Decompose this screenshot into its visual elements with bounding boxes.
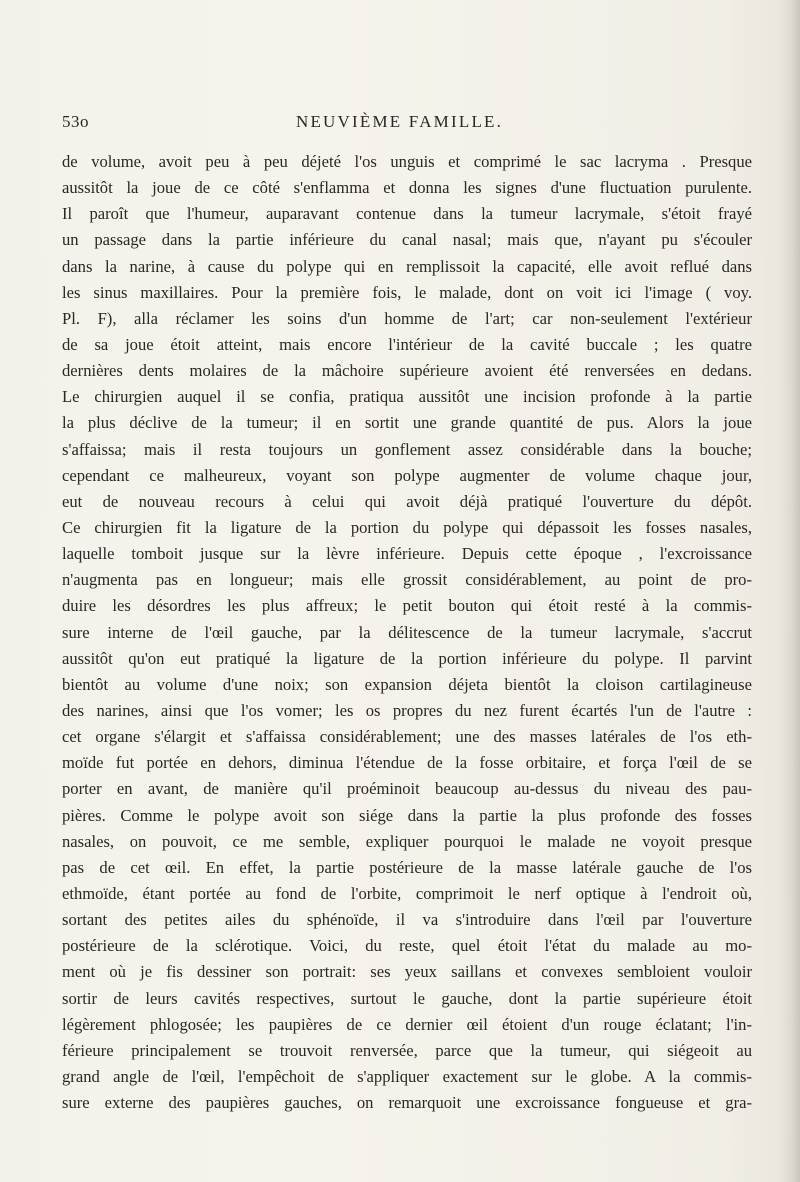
text-line: pas de cet œil. En effet, la partie postérieure de la masse latérale gauche de l'os [62, 857, 752, 877]
text-line: pières. Comme le polype avoit son siége dans la partie la plus profonde des fosses [62, 805, 752, 825]
text-line: moïde fut portée en dehors, diminua l'étendue de la fosse orbitaire, et força l'œil de se [62, 753, 752, 773]
text-line: postérieure de la sclérotique. Voici, du reste, quel étoit l'état du malade au mo- [62, 936, 752, 956]
text-line: de volume, avoit peu à peu déjeté l'os unguis et comprimé le sac lacryma . Presque [62, 152, 752, 171]
text-line: porter en avant, de manière qu'il proéminoit beaucoup au-dessus du niveau des pau- [62, 779, 752, 799]
text-line: férieure principalement se trouvoit renversée, parce que la tumeur, qui siégeoit au [62, 1040, 752, 1060]
page-header [62, 112, 752, 136]
running-head: NEUVIÈME FAMILLE. [296, 112, 504, 131]
text-line: grand angle de l'œil, l'empêchoit de s'appliquer exactement sur le globe. A la commis- [62, 1066, 752, 1086]
page-edge-shadow [778, 0, 800, 1182]
text-line: sure externe des paupières gauches, on remarquoit une excroissance fongueuse et gra- [62, 1093, 752, 1113]
text-line: Pl. F), alla réclamer les soins d'un homme de l'art; car non-seulement l'extérieur [62, 308, 752, 328]
text-line: de sa joue étoit atteint, mais encore l'intérieur de la cavité buccale ; les quatre [62, 334, 752, 354]
text-line: dernières dents molaires de la mâchoire supérieure avoient été renversées en dedans. [62, 361, 752, 381]
text-line: s'affaissa; mais il resta toujours un gonflement assez considérable dans la bouche; [62, 439, 752, 459]
text-line: Il paroît que l'humeur, auparavant contenue dans la tumeur lacrymale, s'étoit frayé [62, 204, 752, 224]
body-text [62, 149, 752, 1116]
text-line: Ce chirurgien fit la ligature de la portion du polype qui dépassoit les fosses nasales, [62, 517, 752, 537]
text-line: aussitôt qu'on eut pratiqué la ligature de la portion inférieure du polype. Il parvint [62, 648, 752, 668]
text-line: ethmoïde, étant portée au fond de l'orbite, comprimoit le nerf optique à l'endroit où, [62, 883, 752, 903]
text-line: Le chirurgien auquel il se confia, pratiqua aussitôt une incision profonde à la partie [62, 387, 752, 407]
text-line: eut de nouveau recours à celui qui avoit déjà pratiqué l'ouverture du dépôt. [62, 491, 752, 511]
text-line: laquelle tomboit jusque sur la lèvre inférieure. Depuis cette époque , l'excroissance [62, 544, 752, 564]
text-line: dans la narine, à cause du polype qui en remplissoit la capacité, elle avoit reflué dans [62, 256, 752, 276]
text-line: nasales, on pouvoit, ce me semble, expliquer pourquoi le malade ne voyoit presque [62, 831, 752, 851]
text-line: n'augmenta pas en longueur; mais elle grossit considérablement, au point de pro- [62, 570, 752, 590]
text-line: bientôt au volume d'une noix; son expansion déjeta bientôt la cloison cartilagineuse [62, 674, 752, 694]
page-number: 53o [62, 112, 89, 131]
text-line: sortant des petites ailes du sphénoïde, il va s'introduire dans l'œil par l'ouverture [62, 910, 752, 930]
text-line: sure interne de l'œil gauche, par la délitescence de la tumeur lacrymale, s'accrut [62, 622, 752, 642]
text-line: aussitôt la joue de ce côté s'enflamma et donna les signes d'une fluctuation purulente. [62, 178, 752, 198]
text-line: cependant ce malheureux, voyant son polype augmenter de volume chaque jour, [62, 465, 752, 485]
text-line: ment où je fis dessiner son portrait: ses yeux saillans et convexes sembloient vouloir [62, 962, 752, 982]
text-line: la plus déclive de la tumeur; il en sortit une grande quantité de pus. Alors la joue [62, 413, 752, 433]
text-line: des narines, ainsi que l'os vomer; les os propres du nez furent écartés l'un de l'autre : [62, 700, 752, 720]
text-line: cet organe s'élargit et s'affaissa considérablement; une des masses latérales de l'os eth- [62, 727, 752, 747]
text-line: légèrement phlogosée; les paupières de ce dernier œil étoient d'un rouge éclatant; l'in- [62, 1014, 752, 1034]
text-line: les sinus maxillaires. Pour la première fois, le malade, dont on voit ici l'image ( voy. [62, 282, 752, 302]
text-line: sortir de leurs cavités respectives, surtout le gauche, dont la partie supérieure étoit [62, 988, 752, 1008]
text-line: duire les désordres les plus affreux; le petit bouton qui étoit resté à la commis- [62, 596, 752, 616]
text-line: un passage dans la partie inférieure du canal nasal; mais que, n'ayant pu s'écouler [62, 230, 752, 250]
